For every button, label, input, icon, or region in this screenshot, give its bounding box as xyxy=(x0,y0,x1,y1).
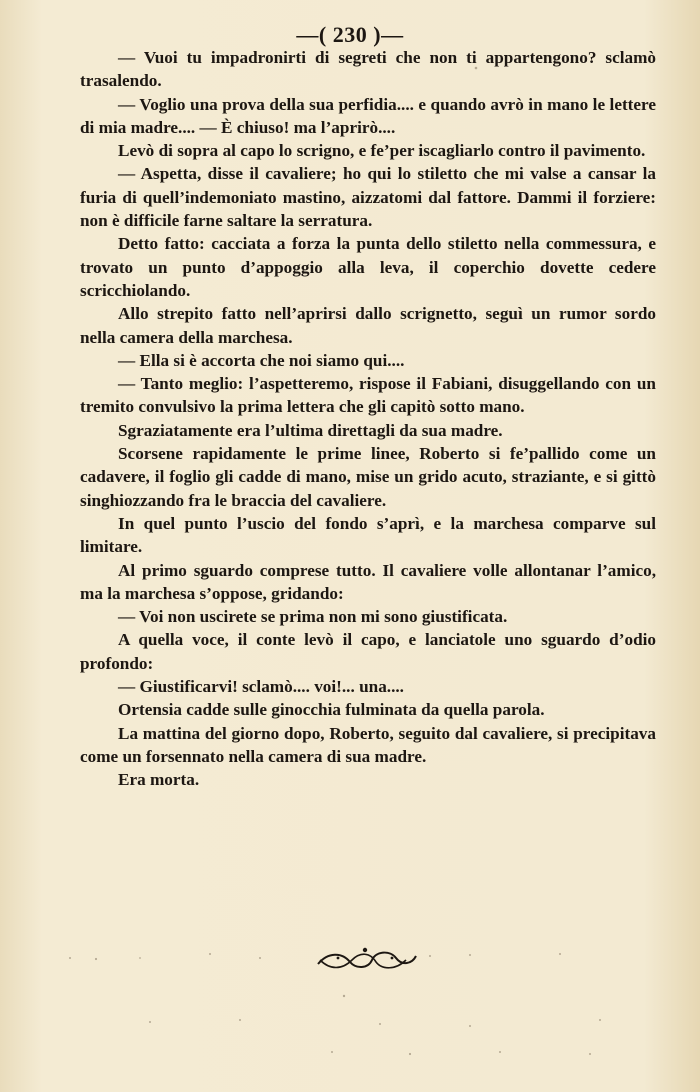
paragraph: Sgraziatamente era l’ultima direttagli da sua madre. xyxy=(118,420,503,440)
paragraph: — Voglio una prova della sua perfidia.... e quando avrò in mano le lettere di mia madre.... — È chiuso! ma l’aprirò.... xyxy=(80,94,656,137)
paragraph: — Giustificarvi! sclamò.... voi!... una.... xyxy=(118,677,404,697)
page-number: —( 230 )— xyxy=(296,22,404,47)
paragraph: — Voi non uscirete se prima non mi sono giustificata. xyxy=(118,607,508,627)
paragraph: — Vuoi tu impadronirti di segreti che non ti appartengono? sclamò trasalendo. xyxy=(80,48,656,91)
paragraph: In quel punto l’uscio del fondo s’aprì, e la marchesa comparve sul limitare. xyxy=(80,513,656,557)
paragraph: — Aspetta, disse il cavaliere; ho qui lo stiletto che mi valse a cansar la furia di quell’indemoniato mastino, aizzatomi dal fattore. Dammi il forziere: non è difficile farne saltare la serratura. xyxy=(80,164,656,231)
paragraph: A quella voce, il conte levò il capo, e lanciatole uno sguardo d’odio profondo: xyxy=(80,630,656,673)
paragraph: Ortensia cadde sulle ginocchia fulminata da quella parola. xyxy=(118,700,545,720)
paragraph: Levò di sopra al capo lo scrigno, e fe’per iscagliarlo contro il pavimento. xyxy=(118,141,646,161)
paragraph: Scorsene rapidamente le prime linee, Roberto si fe’pallido come un cadavere, il foglio gli cadde di mano, mise un grido acuto, straziante, e si gittò singhiozzando fra le braccia del cavaliere. xyxy=(80,444,656,510)
paragraph: — Ella si è accorta che noi siamo qui.... xyxy=(118,350,405,370)
paragraph: Allo strepito fatto nell’aprirsi dallo scrignetto, seguì un rumor sordo nella camera della marchesa. xyxy=(80,304,656,347)
paragraph: Detto fatto: cacciata a forza la punta dello stiletto nella commessura, e trovato un punto d’appoggio alla leva, il coperchio dovette cedere scricchiolando. xyxy=(80,234,656,300)
body-text xyxy=(80,46,656,792)
paragraph: La mattina del giorno dopo, Roberto, seguito dal cavaliere, si precipitava come un forsennato nella camera di sua madre. xyxy=(80,723,656,766)
paragraph: Era morta. xyxy=(118,770,200,790)
end-ornament-icon xyxy=(310,938,420,978)
paragraph: — Tanto meglio: l’aspetteremo, rispose il Fabiani, disuggellando con un tremito convulsivo la prima lettera che gli capitò sotto mano. xyxy=(80,374,656,417)
paragraph: Al primo sguardo comprese tutto. Il cavaliere volle allontanar l’amico, ma la marchesa s’oppose, gridando: xyxy=(80,560,656,603)
